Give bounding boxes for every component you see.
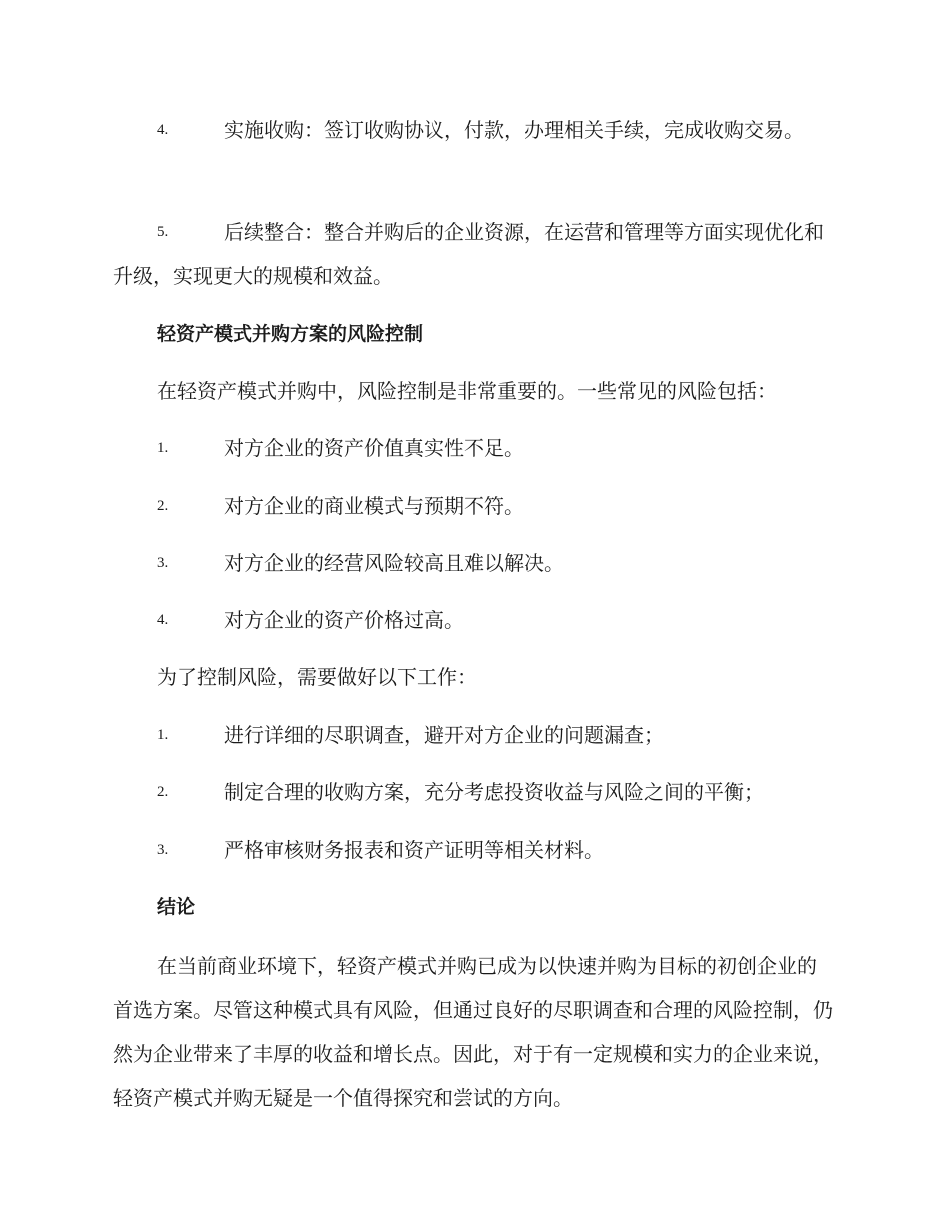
list-number: 2. <box>157 784 169 800</box>
list-number: 2. <box>157 498 169 514</box>
list-text: 对方企业的资产价格过高。 <box>224 608 464 632</box>
section-heading-conclusion: 结论 <box>157 896 196 918</box>
list-text: 对方企业的资产价值真实性不足。 <box>224 436 524 460</box>
list-number: 1. <box>157 440 169 456</box>
list-item-measure-1 <box>113 713 835 757</box>
paragraph-measures-intro: 为了控制风险，需要做好以下工作： <box>157 665 477 689</box>
list-text: 严格审核财务报表和资产证明等相关材料。 <box>224 838 604 862</box>
paragraph-risk-intro: 在轻资产模式并购中，风险控制是非常重要的。一些常见的风险包括： <box>157 379 777 403</box>
list-number: 3. <box>157 842 169 858</box>
section-heading-risk-control: 轻资产模式并购方案的风险控制 <box>157 323 424 345</box>
list-item-step-5 <box>113 210 835 298</box>
list-item-risk-3 <box>113 541 835 585</box>
list-text: 后续整合：整合并购后的企业资源，在运营和管理等方面实现优化和升级，实现更大的规模和效益。 <box>113 220 824 288</box>
list-item-risk-2 <box>113 484 835 528</box>
list-number: 5. <box>157 224 169 240</box>
list-item-risk-1 <box>113 426 835 470</box>
list-number: 4. <box>157 122 169 138</box>
list-text: 对方企业的经营风险较高且难以解决。 <box>224 551 564 575</box>
list-text: 进行详细的尽职调查，避开对方企业的问题漏查； <box>224 723 664 747</box>
list-number: 1. <box>157 727 169 743</box>
list-number: 3. <box>157 555 169 571</box>
paragraph-conclusion: 在当前商业环境下，轻资产模式并购已成为以快速并购为目标的初创企业的首选方案。尽管这种模式具有风险，但通过良好的尽职调查和合理的风险控制，仍然为企业带来了丰厚的收益和增长点。因此，对于有一定规模和实力的企业来说，轻资产模式并购无疑是一个值得探究和尝试的方向。 <box>113 954 833 1110</box>
list-text: 制定合理的收购方案，充分考虑投资收益与风险之间的平衡； <box>224 780 764 804</box>
list-item-measure-2 <box>113 770 835 814</box>
list-item-risk-4 <box>113 598 835 642</box>
list-text: 实施收购：签订收购协议，付款，办理相关手续，完成收购交易。 <box>224 118 804 142</box>
list-number: 4. <box>157 612 169 628</box>
list-item-measure-3 <box>113 828 835 872</box>
list-text: 对方企业的商业模式与预期不符。 <box>224 494 524 518</box>
list-item-step-4 <box>113 108 835 152</box>
